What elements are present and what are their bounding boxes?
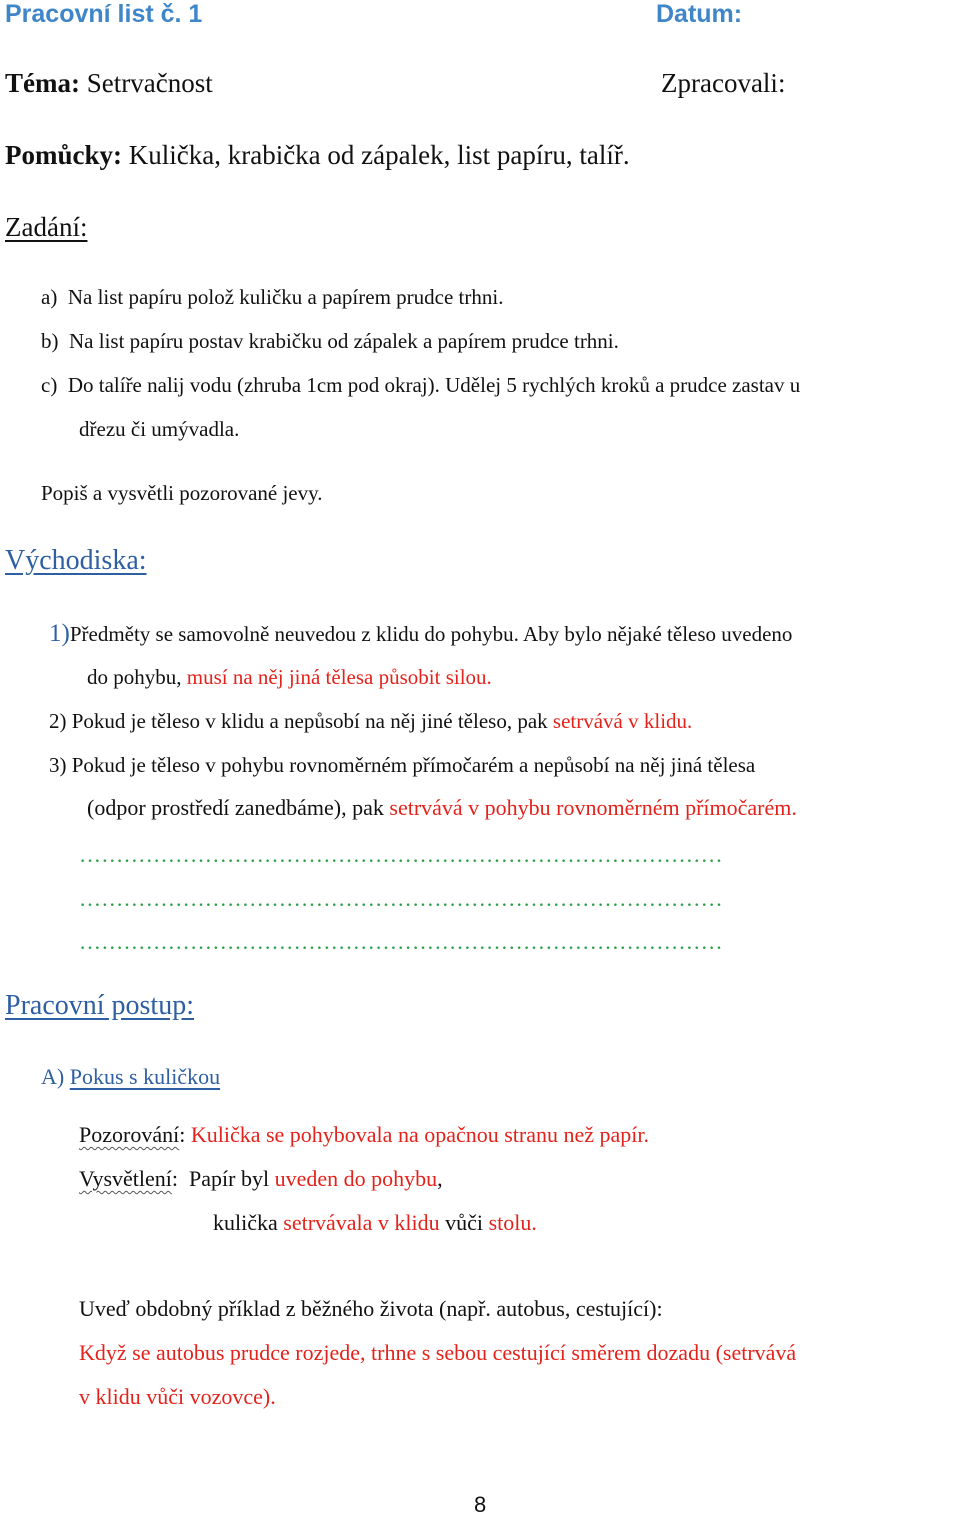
item-text: Do talíře nalij vodu (zhruba 1cm pod okraj). Udělej 5 rychlých kroků a prudce zastav u	[67, 373, 801, 397]
topic-label: Téma:	[5, 68, 80, 98]
authors-label: Zpracovali:	[661, 68, 786, 98]
item-text-plain: 2) Pokud je těleso v klidu a nepůsobí na něj jiné těleso, pak	[49, 709, 553, 733]
explanation-text-end: ,	[437, 1166, 443, 1191]
aids-label: Pomůcky:	[5, 140, 122, 170]
item-marker: a)	[41, 285, 58, 309]
explanation-text-plain: Papír byl	[189, 1166, 275, 1191]
example-answer-line-2: v klidu vůči vozovce).	[79, 1384, 276, 1409]
explanation-line-2	[213, 1210, 537, 1236]
item-marker: c)	[41, 373, 58, 397]
basis-item-1	[49, 620, 792, 648]
item-text-plain: do pohybu,	[87, 665, 187, 689]
explanation-text-highlight: stolu.	[488, 1210, 537, 1235]
explanation-line-1	[79, 1166, 443, 1192]
answer-dots-line-1: ……………………………………………………………………………	[79, 842, 723, 867]
basis-item-3-continued	[87, 795, 797, 821]
basis-item-3: 3) Pokud je těleso v pohybu rovnoměrném přímočarém a nepůsobí na něj jiná tělesa	[49, 753, 756, 777]
item-text-highlight: setrvává v pohybu rovnoměrném přímočarém.	[389, 795, 797, 820]
item-text: Na list papíru postav krabičku od zápalek a papírem prudce trhni.	[69, 329, 619, 353]
topic-value: Setrvačnost	[86, 68, 213, 98]
assignment-item-c-continued: dřezu či umývadla.	[79, 417, 240, 441]
page-number: 8	[474, 1492, 487, 1517]
procedure-subsection	[41, 1064, 220, 1090]
observation-label: Pozorování	[79, 1122, 180, 1147]
item-text: Na list papíru polož kuličku a papírem prudce trhni.	[67, 285, 504, 309]
assignment-item-b	[41, 329, 619, 354]
assignment-item-c	[41, 373, 800, 398]
aids-line	[5, 140, 630, 171]
item-text-plain: (odpor prostředí zanedbáme), pak	[87, 795, 390, 820]
procedure-heading: Pracovní postup:	[5, 990, 194, 1021]
item-text-highlight: setrvává v klidu.	[552, 709, 693, 733]
item-marker: b)	[41, 329, 59, 353]
topic-line	[5, 68, 213, 99]
item-text-highlight: musí na něj jiná tělesa působit silou.	[186, 665, 492, 689]
subsection-marker: A)	[41, 1064, 65, 1089]
explanation-colon: :	[171, 1166, 179, 1191]
explanation-label: Vysvětlení	[79, 1166, 172, 1191]
basis-item-2	[49, 709, 692, 734]
answer-dots-line-2: ……………………………………………………………………………	[79, 886, 723, 911]
explanation-text-plain: kulička	[213, 1210, 284, 1235]
observation-colon: :	[179, 1122, 186, 1147]
observation-line	[79, 1122, 649, 1148]
subsection-title: Pokus s kuličkou	[69, 1064, 221, 1089]
assignment-item-a	[41, 285, 503, 310]
assignment-instruction: Popiš a vysvětli pozorované jevy.	[41, 481, 323, 505]
basis-item-1-continued	[87, 665, 492, 690]
assignment-heading: Zadání:	[5, 212, 88, 242]
example-prompt: Uveď obdobný příklad z běžného života (např. autobus, cestující):	[79, 1296, 663, 1321]
basis-heading: Východiska:	[5, 545, 147, 576]
example-answer-line-1: Když se autobus prudce rozjede, trhne s sebou cestující směrem dozadu (setrvává	[79, 1340, 797, 1365]
date-label: Datum:	[656, 0, 743, 28]
explanation-text-plain: vůči	[439, 1210, 489, 1235]
explanation-text-highlight: uveden do pohybu	[274, 1166, 438, 1191]
worksheet-title: Pracovní list č. 1	[5, 0, 203, 28]
item-marker: 1)	[49, 620, 70, 647]
item-text: Předměty se samovolně neuvedou z klidu do pohybu. Aby bylo nějaké těleso uvedeno	[69, 622, 793, 646]
answer-dots-line-3: ……………………………………………………………………………	[79, 929, 723, 954]
explanation-text-highlight: setrvávala v klidu	[283, 1210, 440, 1235]
observation-text: Kulička se pohybovala na opačnou stranu než papír.	[190, 1122, 650, 1147]
aids-value: Kulička, krabička od zápalek, list papíru, talíř.	[128, 140, 630, 170]
